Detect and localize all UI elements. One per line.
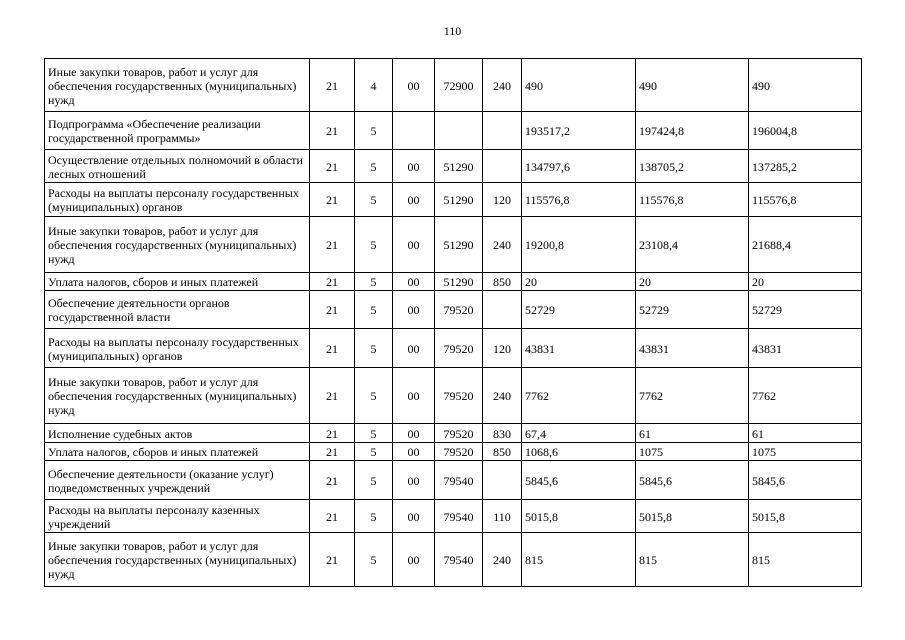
cell-name: Расходы на выплаты персоналу государственных (муниципальных) органов (45, 183, 310, 217)
cell-ministry-code: 21 (310, 368, 355, 424)
cell-target-code: 79520 (435, 329, 483, 368)
cell-name: Уплата налогов, сборов и иных платежей (45, 273, 310, 291)
cell-amount-year3: 52729 (749, 291, 862, 329)
cell-expense-type: 240 (483, 533, 522, 587)
cell-subprogram-code: 00 (393, 461, 435, 500)
cell-subprogram-code (393, 112, 435, 150)
cell-section-code: 5 (355, 150, 393, 183)
table-row (45, 368, 862, 424)
cell-section-code: 5 (355, 461, 393, 500)
cell-amount-year3: 1075 (749, 443, 862, 461)
cell-subprogram-code: 00 (393, 533, 435, 587)
table-row (45, 217, 862, 273)
cell-expense-type: 850 (483, 443, 522, 461)
cell-section-code: 5 (355, 533, 393, 587)
cell-amount-year3: 196004,8 (749, 112, 862, 150)
cell-expense-type: 240 (483, 368, 522, 424)
cell-target-code: 79520 (435, 368, 483, 424)
cell-target-code: 79520 (435, 291, 483, 329)
table-row (45, 150, 862, 183)
cell-amount-year3: 137285,2 (749, 150, 862, 183)
cell-name: Иные закупки товаров, работ и услуг для обеспечения государственных (муниципальных) нужд (45, 533, 310, 587)
cell-name: Уплата налогов, сборов и иных платежей (45, 443, 310, 461)
cell-amount-year1: 43831 (522, 329, 636, 368)
cell-ministry-code: 21 (310, 112, 355, 150)
cell-expense-type: 830 (483, 424, 522, 443)
cell-expense-type: 120 (483, 183, 522, 217)
cell-ministry-code: 21 (310, 533, 355, 587)
cell-amount-year2: 5845,6 (636, 461, 749, 500)
cell-expense-type (483, 112, 522, 150)
cell-target-code: 51290 (435, 217, 483, 273)
cell-expense-type: 120 (483, 329, 522, 368)
cell-amount-year1: 115576,8 (522, 183, 636, 217)
cell-amount-year2: 20 (636, 273, 749, 291)
cell-ministry-code: 21 (310, 461, 355, 500)
cell-target-code: 51290 (435, 150, 483, 183)
cell-ministry-code: 21 (310, 150, 355, 183)
table-row (45, 329, 862, 368)
table-row (45, 443, 862, 461)
cell-section-code: 5 (355, 112, 393, 150)
cell-amount-year3: 815 (749, 533, 862, 587)
cell-amount-year2: 197424,8 (636, 112, 749, 150)
cell-target-code: 51290 (435, 273, 483, 291)
cell-amount-year1: 7762 (522, 368, 636, 424)
cell-target-code: 51290 (435, 183, 483, 217)
page-number: 110 (443, 24, 462, 38)
cell-section-code: 4 (355, 59, 393, 112)
cell-subprogram-code: 00 (393, 291, 435, 329)
cell-expense-type: 240 (483, 217, 522, 273)
cell-target-code: 72900 (435, 59, 483, 112)
cell-subprogram-code: 00 (393, 150, 435, 183)
cell-amount-year2: 490 (636, 59, 749, 112)
cell-amount-year3: 490 (749, 59, 862, 112)
cell-amount-year2: 7762 (636, 368, 749, 424)
table-row (45, 112, 862, 150)
cell-section-code: 5 (355, 500, 393, 533)
cell-amount-year2: 1075 (636, 443, 749, 461)
budget-table (44, 58, 862, 587)
cell-ministry-code: 21 (310, 273, 355, 291)
cell-expense-type: 110 (483, 500, 522, 533)
table-row (45, 59, 862, 112)
cell-expense-type (483, 150, 522, 183)
cell-amount-year1: 5015,8 (522, 500, 636, 533)
cell-expense-type: 240 (483, 59, 522, 112)
cell-ministry-code: 21 (310, 59, 355, 112)
cell-subprogram-code: 00 (393, 217, 435, 273)
cell-target-code: 79540 (435, 533, 483, 587)
cell-amount-year3: 43831 (749, 329, 862, 368)
cell-section-code: 5 (355, 329, 393, 368)
cell-name: Иные закупки товаров, работ и услуг для обеспечения государственных (муниципальных) нужд (45, 59, 310, 112)
cell-amount-year1: 52729 (522, 291, 636, 329)
cell-amount-year2: 43831 (636, 329, 749, 368)
cell-amount-year1: 490 (522, 59, 636, 112)
cell-amount-year3: 20 (749, 273, 862, 291)
cell-subprogram-code: 00 (393, 273, 435, 291)
cell-ministry-code: 21 (310, 217, 355, 273)
cell-amount-year1: 67,4 (522, 424, 636, 443)
cell-amount-year2: 23108,4 (636, 217, 749, 273)
cell-ministry-code: 21 (310, 424, 355, 443)
cell-subprogram-code: 00 (393, 424, 435, 443)
cell-expense-type (483, 291, 522, 329)
table-row (45, 533, 862, 587)
table-row (45, 273, 862, 291)
table-row (45, 183, 862, 217)
cell-ministry-code: 21 (310, 329, 355, 368)
cell-name: Иные закупки товаров, работ и услуг для обеспечения государственных (муниципальных) нужд (45, 368, 310, 424)
cell-section-code: 5 (355, 368, 393, 424)
cell-amount-year3: 7762 (749, 368, 862, 424)
cell-amount-year2: 61 (636, 424, 749, 443)
cell-amount-year2: 52729 (636, 291, 749, 329)
cell-name: Иные закупки товаров, работ и услуг для обеспечения государственных (муниципальных) нужд (45, 217, 310, 273)
cell-amount-year2: 5015,8 (636, 500, 749, 533)
cell-target-code: 79520 (435, 424, 483, 443)
table-row (45, 461, 862, 500)
cell-amount-year1: 20 (522, 273, 636, 291)
cell-amount-year1: 815 (522, 533, 636, 587)
cell-target-code: 79520 (435, 443, 483, 461)
cell-name: Подпрограмма «Обеспечение реализации государственной программы» (45, 112, 310, 150)
cell-subprogram-code: 00 (393, 59, 435, 112)
cell-amount-year3: 5845,6 (749, 461, 862, 500)
cell-target-code: 79540 (435, 500, 483, 533)
cell-target-code: 79540 (435, 461, 483, 500)
cell-expense-type: 850 (483, 273, 522, 291)
table-body (45, 59, 862, 587)
cell-subprogram-code: 00 (393, 368, 435, 424)
cell-name: Расходы на выплаты персоналу казенных учреждений (45, 500, 310, 533)
cell-amount-year2: 115576,8 (636, 183, 749, 217)
cell-name: Расходы на выплаты персоналу государственных (муниципальных) органов (45, 329, 310, 368)
cell-ministry-code: 21 (310, 183, 355, 217)
cell-ministry-code: 21 (310, 443, 355, 461)
cell-subprogram-code: 00 (393, 183, 435, 217)
table-row (45, 424, 862, 443)
cell-amount-year1: 5845,6 (522, 461, 636, 500)
cell-subprogram-code: 00 (393, 329, 435, 368)
cell-target-code (435, 112, 483, 150)
cell-section-code: 5 (355, 273, 393, 291)
cell-expense-type (483, 461, 522, 500)
cell-amount-year1: 1068,6 (522, 443, 636, 461)
cell-section-code: 5 (355, 443, 393, 461)
table-row (45, 500, 862, 533)
cell-amount-year1: 134797,6 (522, 150, 636, 183)
cell-amount-year1: 19200,8 (522, 217, 636, 273)
cell-name: Обеспечение деятельности (оказание услуг) подведомственных учреждений (45, 461, 310, 500)
cell-section-code: 5 (355, 291, 393, 329)
cell-name: Обеспечение деятельности органов государственной власти (45, 291, 310, 329)
cell-amount-year3: 115576,8 (749, 183, 862, 217)
cell-section-code: 5 (355, 183, 393, 217)
cell-name: Исполнение судебных актов (45, 424, 310, 443)
table-row (45, 291, 862, 329)
cell-amount-year3: 5015,8 (749, 500, 862, 533)
cell-amount-year2: 138705,2 (636, 150, 749, 183)
cell-section-code: 5 (355, 217, 393, 273)
cell-amount-year3: 21688,4 (749, 217, 862, 273)
cell-amount-year3: 61 (749, 424, 862, 443)
cell-section-code: 5 (355, 424, 393, 443)
cell-ministry-code: 21 (310, 291, 355, 329)
cell-amount-year2: 815 (636, 533, 749, 587)
cell-ministry-code: 21 (310, 500, 355, 533)
cell-subprogram-code: 00 (393, 500, 435, 533)
cell-name: Осуществление отдельных полномочий в области лесных отношений (45, 150, 310, 183)
cell-subprogram-code: 00 (393, 443, 435, 461)
cell-amount-year1: 193517,2 (522, 112, 636, 150)
